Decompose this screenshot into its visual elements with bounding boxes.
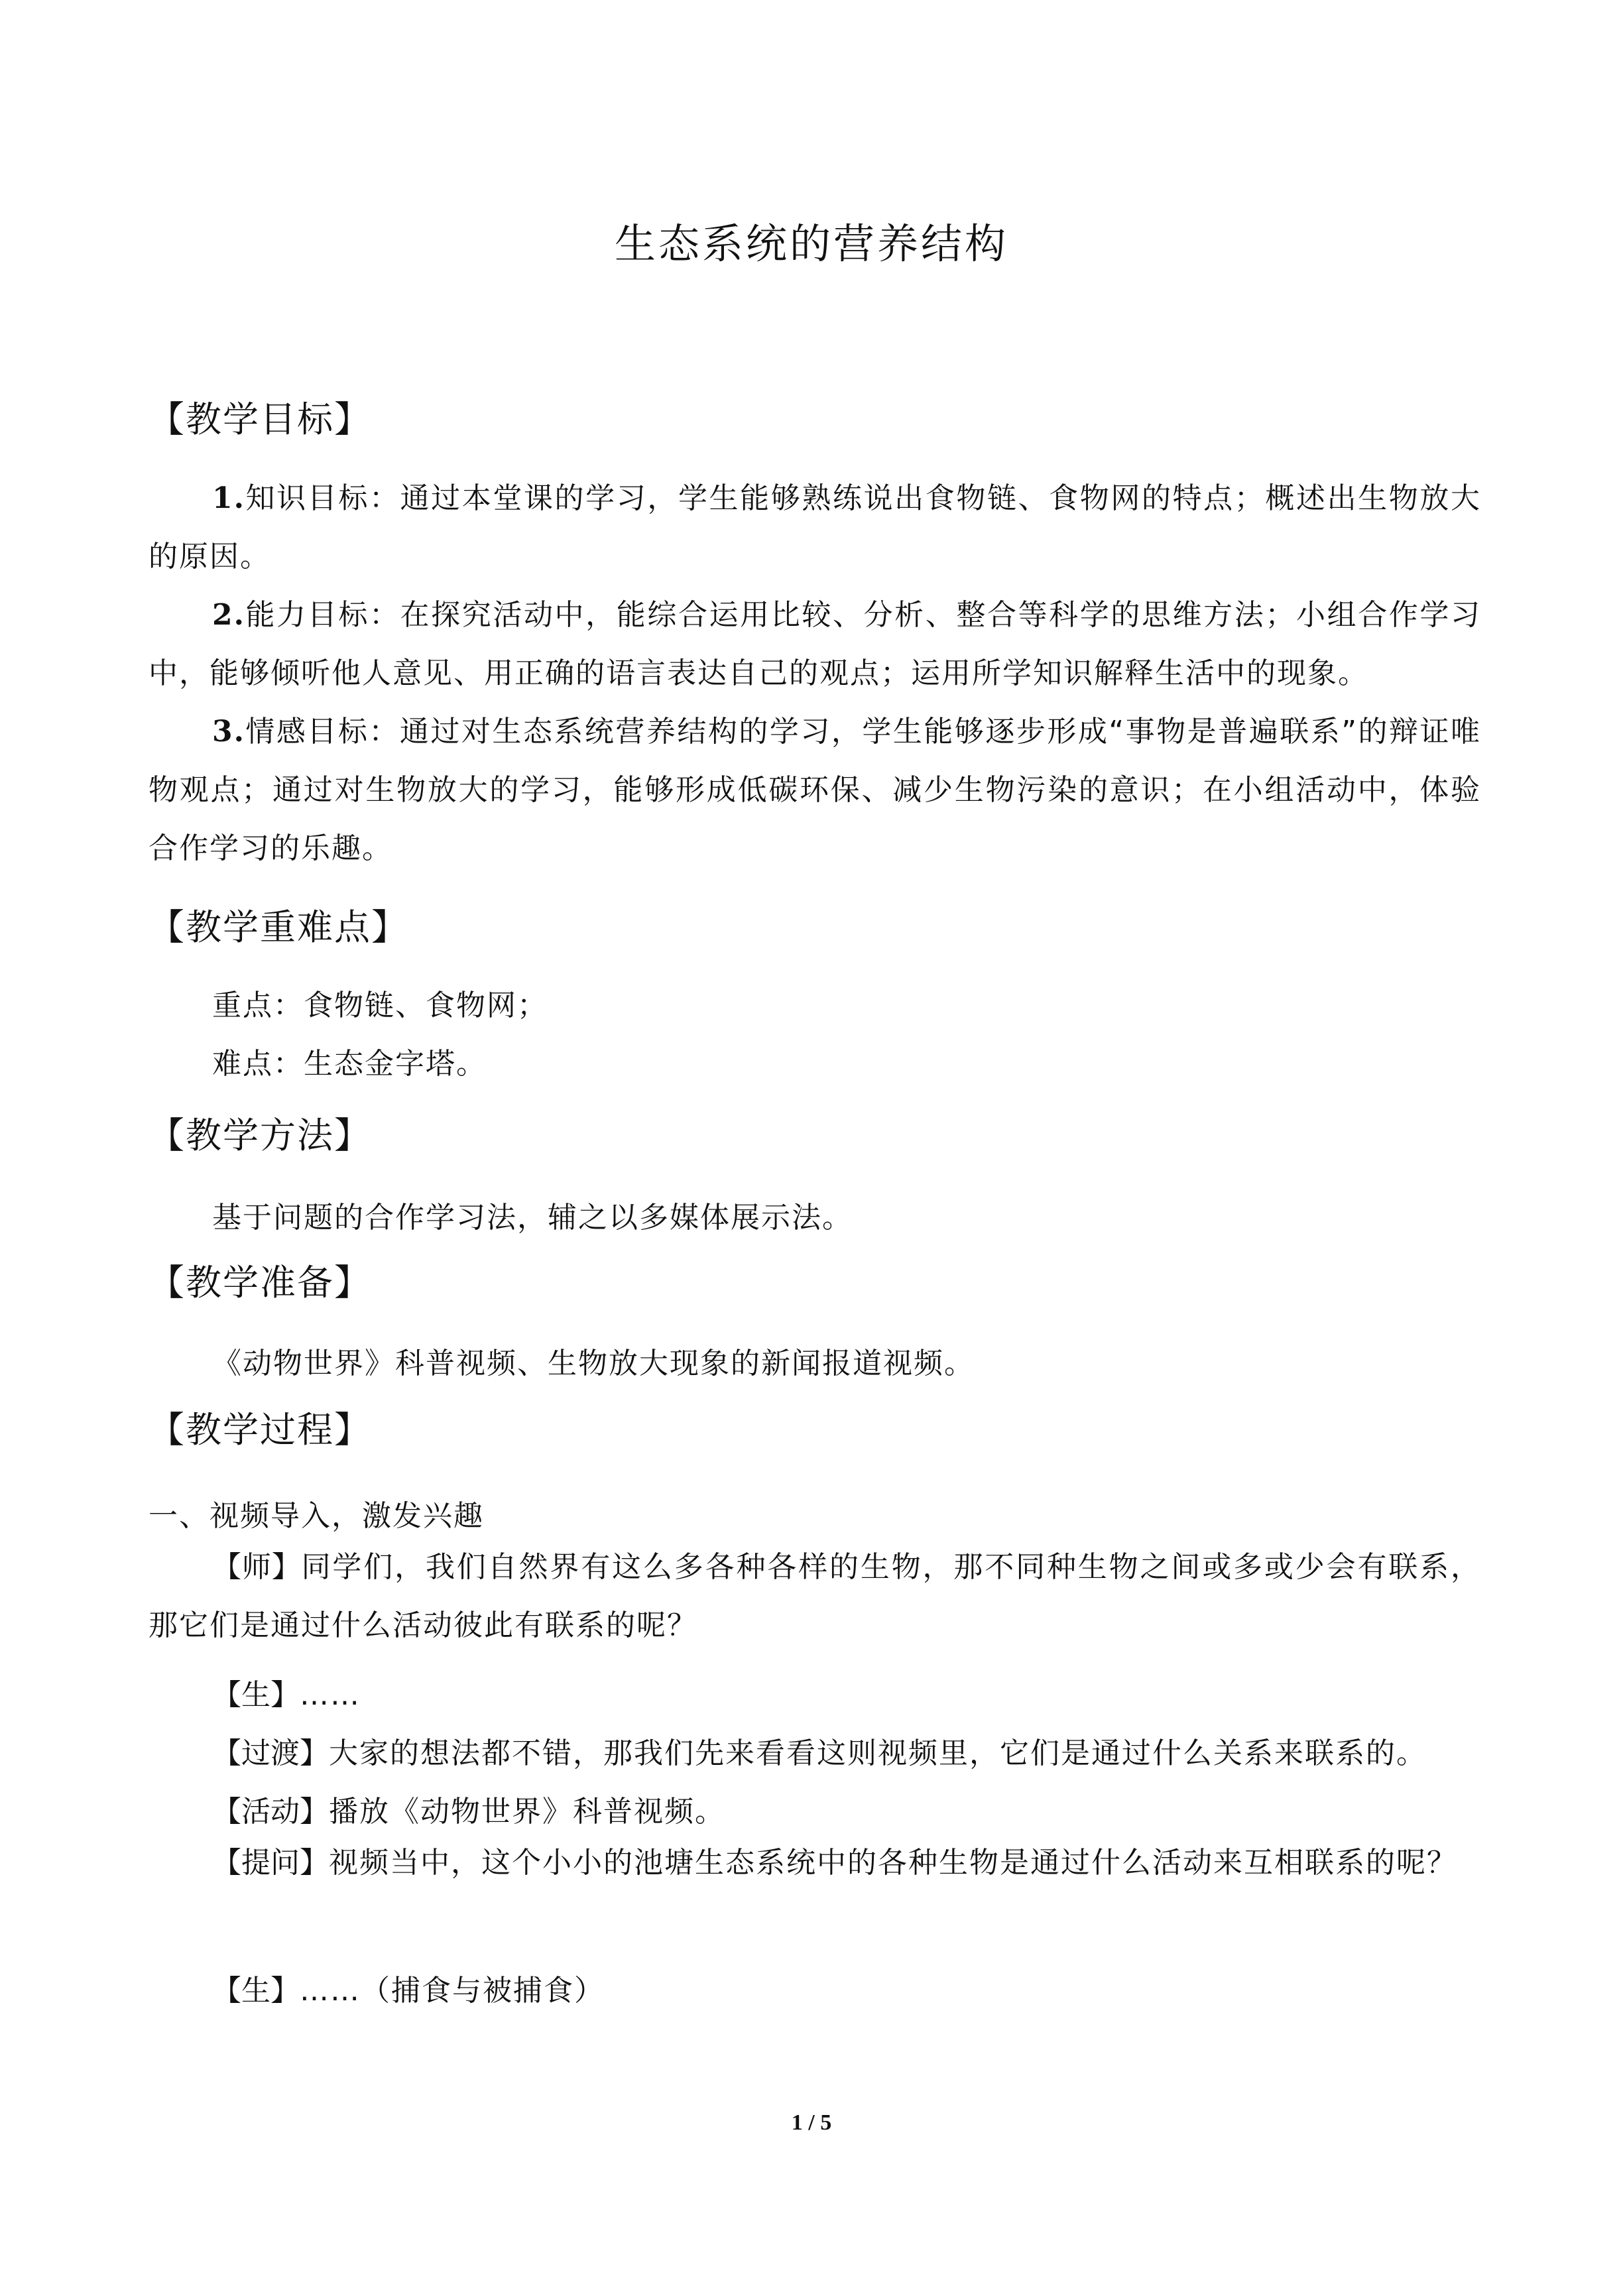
objective-text: 能力目标：在探究活动中，能综合运用比较、分析、整合等科学的思维方法；小组合作学习中，能够倾听他人意见、用正确的语言表达自己的观点；运用所学知识解释生活中的现象。 xyxy=(149,598,1481,690)
objective-item-3 xyxy=(149,703,1481,878)
objective-item-1 xyxy=(149,469,1481,586)
speaker-tag: 【活动】 xyxy=(212,1795,329,1829)
speaker-tag: 【师】 xyxy=(212,1550,302,1584)
key-point-text: 重点：食物链、食物网； xyxy=(212,989,548,1022)
teacher-dialogue xyxy=(149,1538,1481,1655)
difficult-point-text: 难点：生态金字塔。 xyxy=(212,1047,487,1081)
speaker-tag: 【生】 xyxy=(212,1974,300,2008)
dialogue-text: 播放《动物世界》科普视频。 xyxy=(329,1795,725,1829)
student-response-1 xyxy=(212,1671,361,1713)
speaker-tag: 【生】 xyxy=(212,1678,300,1712)
objective-number: 2. xyxy=(212,598,245,632)
objective-number: 1. xyxy=(212,481,245,515)
methods-text: 基于问题的合作学习法，辅之以多媒体展示法。 xyxy=(212,1201,853,1235)
speaker-tag: 【提问】 xyxy=(212,1846,329,1880)
dialogue-text: …… xyxy=(300,1678,361,1712)
section-heading-objectives: 【教学目标】 xyxy=(149,398,371,440)
page-number: 1 / 5 xyxy=(791,2110,832,2135)
dialogue-text: 视频当中，这个小小的池塘生态系统中的各种生物是通过什么活动来互相联系的呢？ xyxy=(329,1846,1457,1880)
objective-text: 知识目标：通过本堂课的学习，学生能够熟练说出食物链、食物网的特点；概述出生物放大的原因。 xyxy=(149,481,1481,574)
section-heading-process: 【教学过程】 xyxy=(149,1409,371,1451)
objective-text: 情感目标：通过对生态系统营养结构的学习，学生能够逐步形成“事物是普遍联系”的辩证唯物观点；通过对生物放大的学习，能够形成低碳环保、减少生物污染的意识；在小组活动中，体验合作学习的乐趣。 xyxy=(149,715,1481,865)
activity-line xyxy=(212,1787,725,1830)
dialogue-text: 大家的想法都不错，那我们先来看看这则视频里，它们是通过什么关系来联系的。 xyxy=(329,1736,1427,1770)
section-heading-key-points: 【教学重难点】 xyxy=(149,906,408,948)
question-line xyxy=(149,1834,1481,1892)
preparation-text: 《动物世界》科普视频、生物放大现象的新闻报道视频。 xyxy=(212,1347,975,1380)
process-step-title: 一、视频导入，激发兴趣 xyxy=(149,1499,484,1533)
transition-line xyxy=(212,1729,1427,1772)
dialogue-text: ……（捕食与被捕食） xyxy=(300,1974,605,2008)
section-heading-methods: 【教学方法】 xyxy=(149,1115,371,1156)
document-title: 生态系统的营养结构 xyxy=(614,219,1008,268)
dialogue-text: 同学们，我们自然界有这么多各种各样的生物，那不同种生物之间或多或少会有联系，那它们是通过什么活动彼此有联系的呢？ xyxy=(149,1550,1482,1642)
objective-number: 3. xyxy=(212,715,245,749)
section-heading-preparation: 【教学准备】 xyxy=(149,1262,371,1303)
objective-item-2 xyxy=(149,586,1481,703)
speaker-tag: 【过渡】 xyxy=(212,1736,329,1770)
student-response-2 xyxy=(212,1966,605,2009)
